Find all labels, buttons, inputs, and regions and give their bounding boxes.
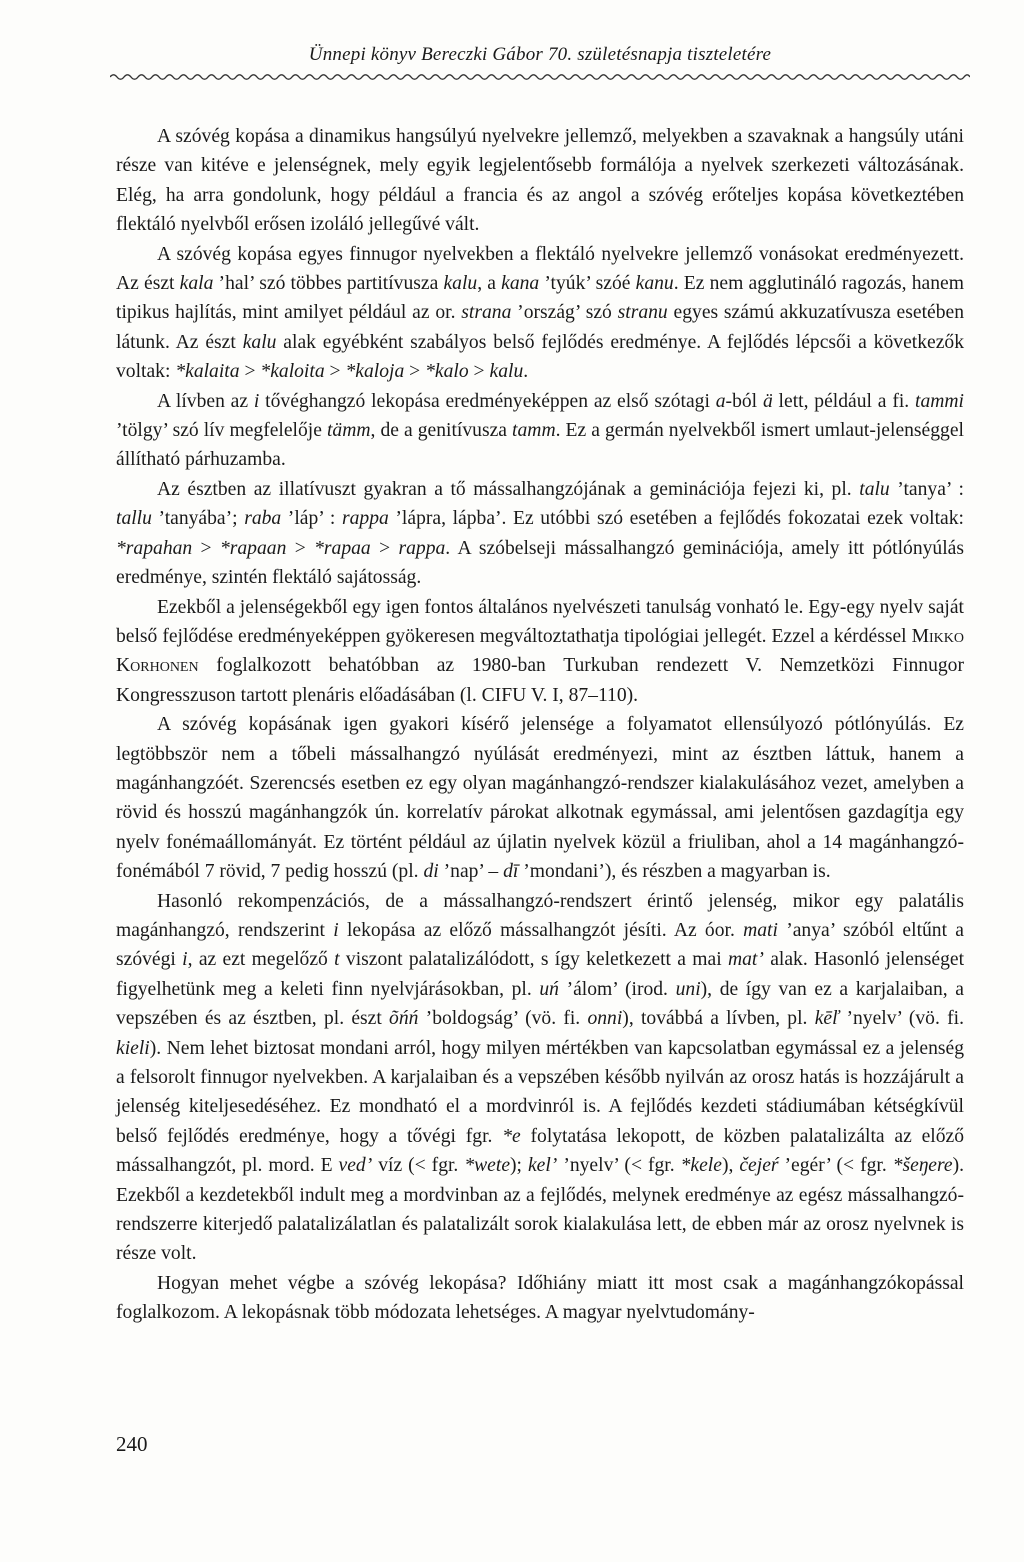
text-run: ), (721, 1155, 740, 1177)
text-run: lekopása az előző mássalhangzót jésíti. Az óor. (338, 919, 744, 941)
paragraph-p5 (116, 593, 964, 711)
text-run: víz (< fgr. (372, 1155, 465, 1177)
italic-term: tammi (915, 390, 964, 412)
text-run: ’álom’ (irod. (558, 978, 676, 1000)
italic-term: uń (539, 978, 559, 1000)
text-run: ’boldogság’ (vö. fi. (418, 1008, 588, 1030)
text-run: , a (477, 273, 502, 295)
text-run: ’tölgy’ szó lív megfelelője (116, 420, 327, 442)
paragraph-p8 (116, 1269, 964, 1328)
italic-term: čejeŕ (739, 1155, 779, 1177)
italic-term: kalu (489, 361, 524, 383)
italic-term: rappa (341, 508, 389, 530)
italic-term: a (715, 390, 726, 412)
italic-term: *kalaita (175, 361, 240, 383)
italic-term: strana (461, 302, 512, 324)
text-run: . A szóbelseji mássalhangzó geminációja, amely itt pótlónyúlás eredménye, szintén flektáló sajátosság. (116, 537, 964, 589)
italic-term: *šeŋere (892, 1155, 953, 1177)
italic-term: *kalo (425, 361, 469, 383)
paragraph-p6 (116, 710, 964, 886)
text-run: alak. Hasonló jelenséget figyelhetünk meg a keleti finn nyelvjárásokban, pl. (116, 949, 965, 1000)
text-run: Az észtben az illatívuszt gyakran a tő mássalhangzójának a geminációja fejezi ki, pl. (157, 478, 860, 500)
text-run: ’tanyába’; (151, 508, 245, 530)
text-run: viszont palatalizálódott, s így keletkezett a mai (339, 949, 728, 971)
italic-term: kana (501, 273, 540, 295)
text-run: ’lápra, lápba’. Ez utóbbi szó esetében a fejlődés fokozatai ezek voltak: (388, 508, 964, 530)
text-run: egyes számú akkuzatívusza esetében látunk. Az észt (116, 302, 965, 353)
italic-term: *kaloja (345, 361, 405, 383)
text-run: A lívben az (157, 390, 254, 412)
italic-term: *kaloita (260, 361, 325, 383)
italic-term: *rapahan (116, 537, 193, 559)
text-run: folytatása lekopott, de közben palatalizálta az előző mássalhangzót, pl. mord. E (116, 1125, 964, 1177)
italic-term: tallu (116, 508, 152, 530)
text-run: ), de így van ez a karjalaiban, a vepszében és az észtben, pl. észt (116, 978, 964, 1030)
italic-term: i (333, 919, 339, 941)
italic-term: di (423, 861, 439, 883)
italic-term: kala (179, 273, 214, 295)
text-run: ), továbbá a lívben, pl. (622, 1008, 815, 1030)
text-run: > (370, 537, 399, 559)
text-run: ’nap’ – (438, 861, 504, 883)
italic-term: kanu (635, 273, 674, 295)
italic-term: uni (675, 978, 701, 1000)
italic-term: *kele (680, 1155, 722, 1177)
text-run: > (468, 361, 490, 383)
text-run: ’hal’ szó többes partitívusza (213, 273, 444, 295)
text-run: ’mondani’), és részben a magyarban is. (518, 861, 831, 883)
wavy-rule (110, 72, 970, 82)
text-run: Ezekből a jelenségekből egy igen fontos általános nyelvészeti tanulság vonható le. Egy-egy nyelv saját belső fejlődése eredményeképpen gyökeresen megváltoztathatja tipológiai jellegét. Ezzel a kérdéssel (116, 596, 964, 647)
italic-term: tamm (512, 420, 556, 442)
text-run: Hasonló rekompenzációs, de a mássalhangzó-rendszert érintő jelenség, mikor egy palatális magánhangzó, rendszerint (116, 890, 964, 941)
paragraph-p3 (116, 387, 964, 475)
text-run: ’egér’ (< fgr. (778, 1155, 893, 1177)
page-number: 240 (116, 1432, 148, 1456)
text-run: ’láp’ : (281, 508, 342, 530)
paragraph-p4 (116, 475, 964, 593)
italic-term: *rapaa (314, 537, 371, 559)
text-run: A szóvég kopása egyes finnugor nyelvekben a flektáló nyelvekre jellemző vonásokat eredményezett. Az észt (116, 243, 964, 295)
text-run: lett, például a fi. (772, 390, 916, 412)
text-run: > (324, 361, 346, 383)
text-run: foglalkozott behatóbban az 1980-ban Turkuban rendezett V. Nemzetközi Finnugor Kongresszuson tartott plenáris előadásában (l. CIFU V. I, 87–110). (116, 655, 964, 706)
text-run: ’ország’ szó (511, 302, 618, 324)
text-run: ). Nem lehet biztosat mondani arról, hogy milyen mértékben van kapcsolatban egymással ez a jelenség a felsorolt finnugor nyelvekben. A karjalaiban és a vepszében később nyilván az orosz hatás is hozzájárult a jelenség kiteljesedéséhez. Ez mondható el a mordvinról is. A fejlődés kezdeti stádiumában kétségkívül belső fejlődés eredménye, hogy a tővégi fgr. (116, 1037, 964, 1147)
text-run: ’anya’ szóból eltűnt a szóvégi (116, 919, 964, 971)
paragraph-p7 (116, 887, 964, 1269)
text-run: A szóvég kopásának igen gyakori kísérő jelensége a folyamatot ellensúlyozó pótlónyúlás. Ez legtöbbször nem a tőbeli mássalhangzó nyúlását eredményezi, mint az észtben láttuk, hanem a magánhangzóét. Szerencsés esetben ez egy olyan magánhangzó-rendszer kialakulásához vezet, amelyben a rövid és hosszú magánhangzók ún. korrelatív párokat alkotnak egymással, ami jelentősen gazdagítja egy nyelv fonémaállományát. Ez történt például az újlatin nyelvek közül a friuliban, ahol a 14 magánhangzó-fonémából 7 rövid, 7 pedig hosszú (pl. (116, 714, 964, 883)
italic-term: mati (743, 919, 778, 941)
article-body (116, 122, 964, 1328)
italic-term: kēľ (814, 1008, 840, 1030)
italic-term: t (334, 949, 340, 971)
text-run: alak egyébként szabályos belső fejlődés eredménye. A fejlődés lépcsői a következők voltak: (116, 331, 965, 383)
italic-term: rappa (398, 537, 446, 559)
text-run: A szóvég kopása a dinamikus hangsúlyú nyelvekre jellemző, melyekben a szavaknak a hangsúly utáni része van kitéve e jelenségnek, mely egyik legjelentősebb formálója a nyelvek szerkezeti változásának. Elég, ha arra gondolunk, hogy például a francia és az angol a szóvég erőteljes kopása következtében flektáló nyelvből erősen izoláló jellegűvé vált. (116, 126, 964, 236)
italic-term: ved’ (338, 1155, 373, 1177)
text-run: ’nyelv’ (vö. fi. (839, 1008, 964, 1030)
running-head: Ünnepi könyv Bereczki Gábor 70. születésnapja tiszteletére (308, 44, 772, 65)
italic-term: talu (859, 478, 890, 500)
italic-term: onni (587, 1008, 623, 1030)
italic-term: *wete (464, 1155, 511, 1177)
text-run: , az ezt megelőző (187, 949, 335, 971)
italic-term: i (253, 390, 260, 412)
text-run: , de a genitívusza (370, 420, 513, 442)
text-run: > (239, 361, 261, 383)
text-run: . Ez a germán nyelvekből ismert umlaut-jelenséggel állítható párhuzamba. (116, 420, 964, 471)
italic-term: kieli (116, 1037, 150, 1059)
text-run: tővéghangzó lekopása eredményeképpen az első szótagi (259, 390, 716, 412)
text-run: ); (510, 1155, 528, 1177)
italic-term: ä (762, 390, 773, 412)
text-run: ). Ezekből a kezdetekből indult meg a mordvinban az a fejlődés, melynek eredménye az egész mássalhangzó-rendszerre kiterjedő palatalizálatlan és palatalizált sorok kialakulása lett, de ebben már az orosz nyelvnek is része volt. (116, 1155, 964, 1265)
text-run: ’tanya’ : (889, 478, 964, 500)
text-run: > (192, 537, 220, 559)
text-run: -ból (725, 390, 763, 412)
text-run: . (523, 361, 529, 383)
italic-term: *e (502, 1125, 521, 1147)
italic-term: kalu (242, 331, 277, 353)
italic-term: tämm (326, 420, 371, 442)
paragraph-p1 (116, 122, 964, 240)
italic-term: dī (503, 861, 519, 883)
text-run: > (286, 537, 315, 559)
text-run: ’tyúk’ szóé (539, 273, 636, 295)
italic-term: mat’ (727, 949, 764, 971)
italic-term: *rapaan (219, 537, 287, 559)
text-run: Hogyan mehet végbe a szóvég lekopása? Időhiány miatt itt most csak a magánhangzókopással foglalkozom. A lekopásnak több módozata lehetséges. A magyar nyelvtudomány- (116, 1272, 964, 1324)
italic-term: raba (244, 508, 282, 530)
author-name: Mikko Korhonen (116, 625, 964, 677)
italic-term: i (182, 949, 188, 971)
italic-term: kel’ (527, 1155, 558, 1177)
text-run: . Ez nem agglutináló ragozás, hanem tipikus hajlítás, mint amilyet például az or. (116, 273, 964, 324)
text-run: > (404, 361, 426, 383)
italic-term: kalu (443, 273, 478, 295)
italic-term: stranu (617, 302, 668, 324)
text-run: ’nyelv’ (< fgr. (557, 1155, 681, 1177)
italic-term: õńń (389, 1008, 419, 1030)
paragraph-p2 (116, 240, 964, 387)
